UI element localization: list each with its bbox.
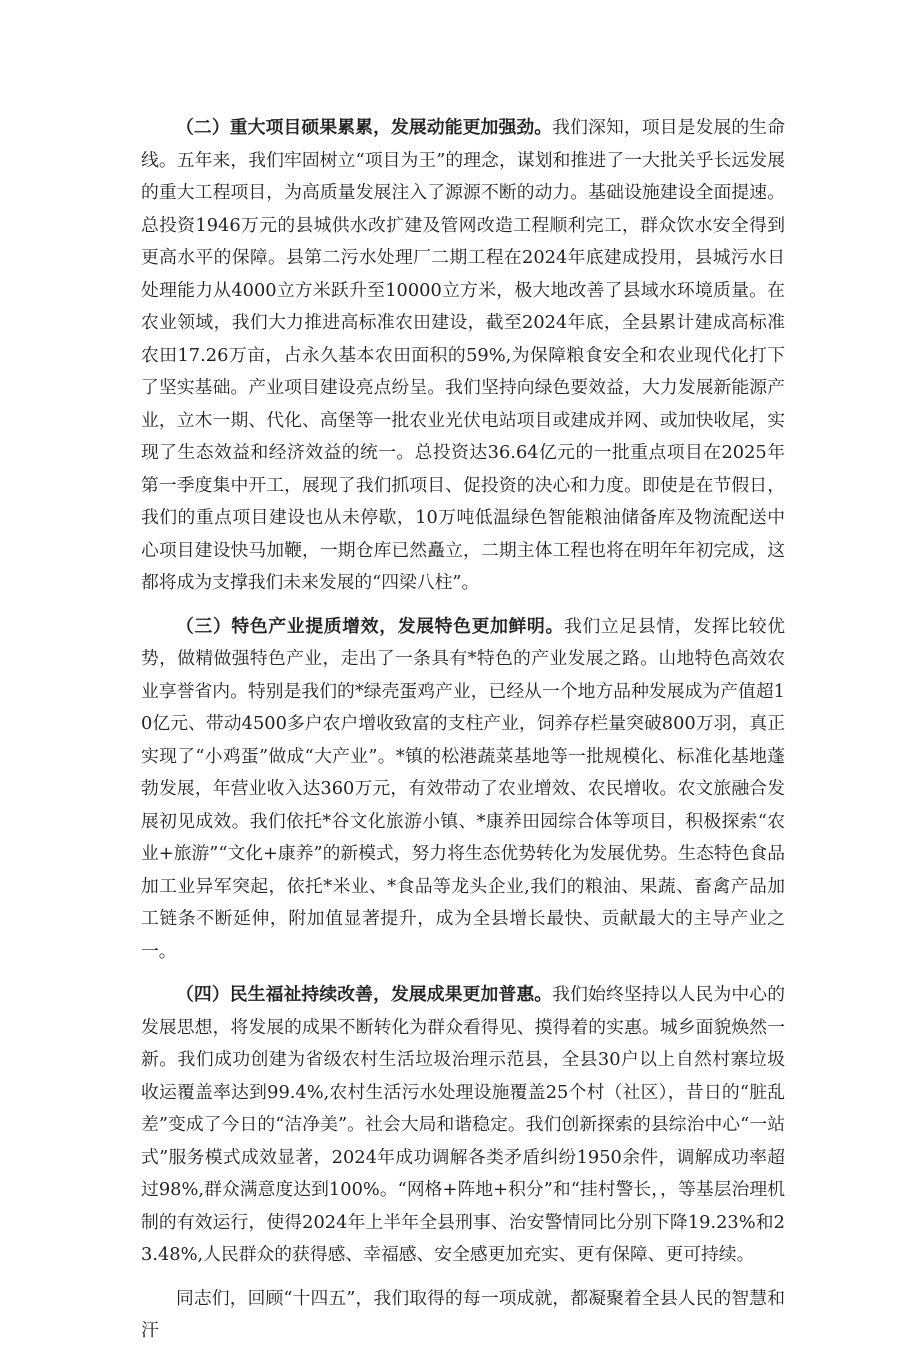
paragraph-body: 我们始终坚持以人民为中心的发展思想，将发展的成果不断转化为群众看得见、摸得着的实惠。城乡面貌焕然一新。我们成功创建为省级农村生活垃圾治理示范县，全县30户以上自然村寨垃圾收运覆盖率达到99.4%,农村生活污水处理设施覆盖25个村（社区），昔日的“脏乱差”变成了今日的“洁净美”。社会大局和谐稳定。我们创新探索的县综治中心“一站式”服务模式成效显著，2024年成功调解各类矛盾纠纷1950余件，调解成功率超过98%,群众满意度达到100%。“网格+阵地+积分”和“挂村警长，，等基层治理机制的有效运行，使得2024年上半年全县刑事、治安警情同比分别下降19.23%和23.48%,人民群众的获得感、幸福感、安全感更加充实、更有保障、更可持续。 [141,984,785,1265]
document-page [141,112,785,1359]
paragraph-heading: （三）特色产业提质增效，发展特色更加鲜明。 [176,615,564,637]
paragraph-heading: （二）重大项目硕果累累，发展动能更加强劲。 [176,117,553,138]
paragraph-major-projects [141,112,785,600]
paragraph-heading: （四）民生福祉持续改善，发展成果更加普惠。 [176,984,553,1005]
paragraph-body: 我们深知，项目是发展的生命线。五年来，我们牢固树立“项目为王”的理念，谋划和推进了一大批关乎长远发展的重大工程项目，为高质量发展注入了源源不断的动力。基础设施建设全面提速。总投资1946万元的县城供水改扩建及管网改造工程顺利完工，群众饮水安全得到更高水平的保障。县第二污水处理厂二期工程在2024年底建成投用，县城污水日处理能力从4000立方米跃升至10000立方米，极大地改善了县域水环境质量。在农业领域，我们大力推进高标准农田建设，截至2024年底，全县累计建成高标准农田17.26万亩，占永久基本农田面积的59%,为保障粮食安全和农业现代化打下了坚实基础。产业项目建设亮点纷呈。我们坚持向绿色要效益，大力发展新能源产业，立木一期、代化、高堡等一批农业光伏电站项目或建成并网、或加快收尾，实现了生态效益和经济效益的统一。总投资达36.64亿元的一批重点项目在2025年第一季度集中开工，展现了我们抓项目、促投资的决心和力度。即使是在节假日，我们的重点项目建设也从未停歇，10万吨低温绿色智能粮油储备库及物流配送中心项目建设快马加鞭，一期仓库已然矗立，二期主体工程也将在明年年初完成，这都将成为支撑我们未来发展的“四梁八柱”。 [141,117,785,593]
paragraph-body: 我们立足县情，发挥比较优势，做精做强特色产业，走出了一条具有*特色的产业发展之路。山地特色高效农业享誉省内。特别是我们的*绿壳蛋鸡产业，已经从一个地方品种发展成为产值超10亿元、带动4500多户农户增收致富的支柱产业，饲养存栏量突破800万羽，真正实现了“小鸡蛋”做成“大产业”。*镇的松港蔬菜基地等一批规模化、标准化基地蓬勃发展，年营业收入达360万元，有效带动了农业增效、农民增收。农文旅融合发展初见成效。我们依托*谷文化旅游小镇、*康养田园综合体等项目，积极探索“农业+旅游”“文化+康养”的新模式，努力将生态优势转化为发展优势。生态特色食品加工业异军突起，依托*米业、*食品等龙头企业,我们的粮油、果蔬、畜禽产品加工链条不断延伸，附加值显著提升，成为全县增长最快、贡献最大的主导产业之一。 [141,615,785,962]
paragraph-livelihood [141,979,785,1272]
paragraph-closing [141,1283,785,1348]
paragraph-featured-industry [141,611,785,969]
paragraph-body: 同志们，回顾“十四五”，我们取得的每一项成就，都凝聚着全县人民的智慧和汗 [141,1287,785,1341]
